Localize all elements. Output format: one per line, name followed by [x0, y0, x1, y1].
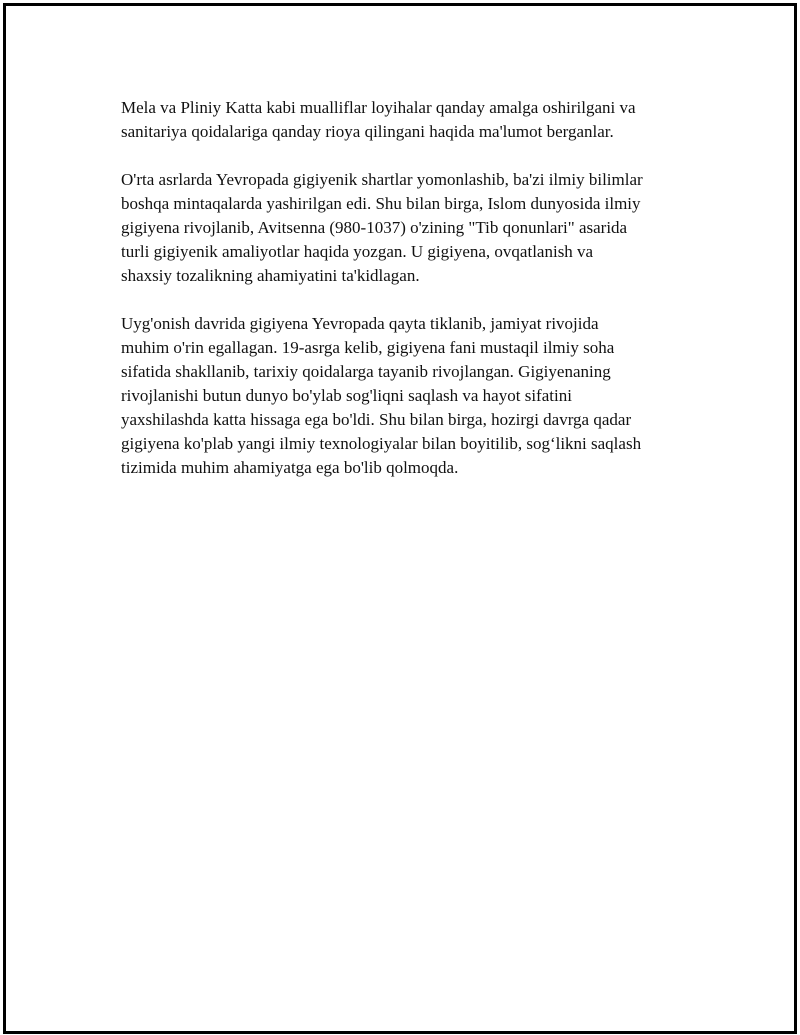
paragraph-2: O'rta asrlarda Yevropada gigiyenik shartlar yomonlashib, ba'zi ilmiy bilimlar boshqa mintaqalarda yashirilgan edi. Shu bilan birga, Islom dunyosida ilmiy gigiyena rivojlanib, Avitsenna (980-1037) o'zining "Tib qonunlari" asarida turli gigiyenik amaliyotlar haqida yozgan. U gigiyena, ovqatlanish va shaxsiy tozalikning ahamiyatini ta'kidlagan. — [121, 170, 643, 285]
paragraph-3: Uyg'onish davrida gigiyena Yevropada qayta tiklanib, jamiyat rivojida muhim o'rin egallagan. 19-asrga kelib, gigiyena fani mustaqil ilmiy soha sifatida shakllanib, tarixiy qoidalarga tayanib rivojlangan. Gigiyenaning rivojlanishi butun dunyo bo'ylab sog'liqni saqlash va hayot sifatini yaxshilashda katta hissaga ega bo'ldi. Shu bilan birga, hozirgi davrga qadar gigiyena ko'plab yangi ilmiy texnologiyalar bilan boyitilib, sog‘likni saqlash tizimida muhim ahamiyatga ega bo'lib qolmoqda. — [121, 314, 642, 477]
paragraph-1: Mela va Pliniy Katta kabi mualliflar loyihalar qanday amalga oshirilgani va sanitariya qoidalariga qanday rioya qilingani haqida ma'lumot berganlar. — [121, 98, 636, 141]
page-frame — [3, 3, 797, 1034]
document-body — [121, 96, 711, 504]
